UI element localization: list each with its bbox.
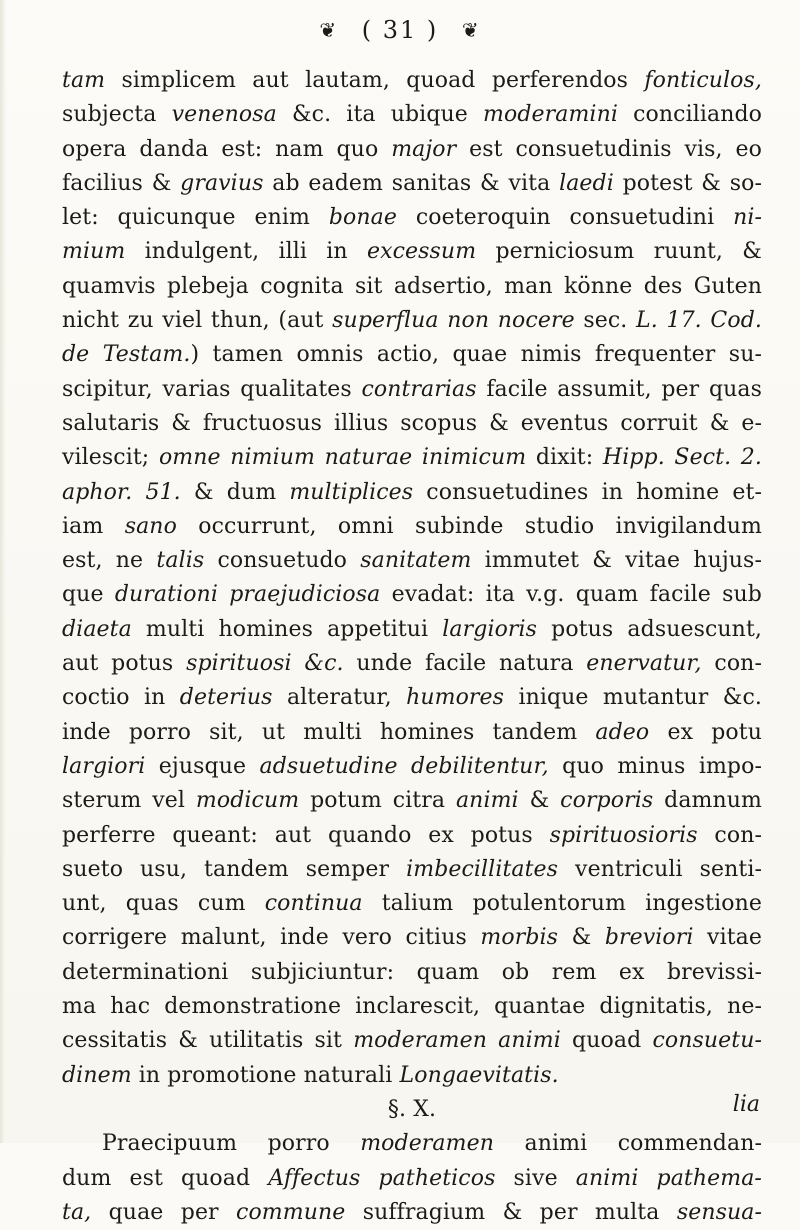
text-run: ventriculi senti- xyxy=(558,856,762,882)
text-line xyxy=(62,853,762,887)
italic-run: ni- xyxy=(733,205,763,231)
italic-run: dinem xyxy=(62,1062,132,1088)
text-run: quamvis plebeja cognita sit adsertio, man könne des Guten xyxy=(62,273,762,299)
right-ornament-icon: ❦ xyxy=(461,17,481,42)
text-run: simplicem aut lautam, quoad perferendos xyxy=(105,68,645,93)
text-run: determinationi subjiciuntur: quam ob rem ex brevissi- xyxy=(62,959,762,985)
text-line xyxy=(62,373,762,407)
italic-run: deterius xyxy=(179,685,273,711)
text-line xyxy=(62,1162,762,1196)
text-run: facilius & xyxy=(62,170,181,196)
text-run: multi homines appetitui xyxy=(131,616,443,642)
italic-run: tam xyxy=(62,68,106,93)
text-run: sec. xyxy=(574,308,637,334)
text-run: occurrunt, omni subinde studio invigilandum xyxy=(176,513,762,539)
text-run: & xyxy=(558,925,605,951)
text-line xyxy=(62,716,762,750)
italic-run: sanitatem xyxy=(360,548,472,574)
page-edge-shadow xyxy=(0,0,6,1143)
italic-run: enervatur, xyxy=(586,651,702,677)
text-run: let: quicunque enim xyxy=(62,205,329,231)
italic-run: Hipp. Sect. 2. xyxy=(602,445,762,471)
italic-run: animi pathema- xyxy=(575,1165,762,1191)
text-run: damnum xyxy=(653,788,763,814)
text-line xyxy=(62,1059,762,1093)
text-run: indulgent, illi in xyxy=(125,239,367,265)
text-run: con- xyxy=(701,651,762,677)
italic-run: spirituosioris xyxy=(549,822,698,848)
text-run: talium potulentorum ingestione xyxy=(362,891,762,917)
text-run: dixit: xyxy=(526,445,603,471)
text-line xyxy=(62,304,762,338)
text-run: facile assumit, per quas xyxy=(476,376,762,402)
page-number: ( 31 ) xyxy=(361,15,439,44)
text-run: vitae xyxy=(693,925,763,951)
text-line xyxy=(62,167,762,201)
italic-run: spirituosi &c. xyxy=(186,651,344,677)
left-ornament-icon: ❦ xyxy=(319,17,339,42)
text-run: potum citra xyxy=(299,788,456,814)
text-line xyxy=(62,990,762,1024)
text-line xyxy=(62,201,762,235)
text-run: cessitatis & utilitatis sit xyxy=(62,1028,354,1054)
text-line xyxy=(62,921,762,955)
italic-run: largioris xyxy=(442,616,538,642)
italic-run: omne nimium naturae inimicum xyxy=(158,445,527,471)
italic-run: diaeta xyxy=(62,616,132,642)
italic-run: aphor. 51. xyxy=(62,479,181,505)
italic-run: venenosa xyxy=(171,102,277,128)
text-line xyxy=(62,784,762,818)
italic-run: durationi praejudiciosa xyxy=(114,582,381,608)
italic-run: modicum xyxy=(195,788,300,814)
text-run: con- xyxy=(697,822,762,848)
text-run: ex potu xyxy=(649,719,762,745)
italic-run: adeo xyxy=(595,719,650,745)
running-head xyxy=(0,14,800,44)
italic-run: ta, xyxy=(62,1199,92,1225)
text-run: quae per xyxy=(91,1199,237,1225)
text-line xyxy=(62,681,762,715)
text-run: unde facile natura xyxy=(343,651,587,677)
italic-run: breviori xyxy=(604,925,694,951)
text-line xyxy=(62,270,762,304)
italic-run: moderamen xyxy=(360,1131,494,1157)
text-line xyxy=(62,1024,762,1058)
text-run: est consuetudinis vis, eo xyxy=(456,136,762,162)
text-run: & dum xyxy=(180,479,290,505)
text-run: alteratur, xyxy=(272,685,407,711)
italic-run: consuetu- xyxy=(652,1028,762,1054)
italic-run: bonae xyxy=(328,205,397,231)
italic-run: moderamen animi xyxy=(353,1028,561,1054)
text-run: coctio in xyxy=(62,685,180,711)
text-line xyxy=(62,544,762,578)
catchword: lia xyxy=(732,1092,760,1117)
text-run: & xyxy=(518,788,561,814)
text-run: sterum vel xyxy=(62,788,196,814)
text-run: subjecta xyxy=(62,102,172,128)
text-run: animi commendan- xyxy=(494,1131,762,1157)
italic-run: sano xyxy=(124,513,177,539)
text-run: Praecipuum porro xyxy=(102,1131,361,1157)
italic-run: sensua- xyxy=(676,1199,762,1225)
text-run: potus adsuescunt, xyxy=(537,616,762,642)
italic-run: continua xyxy=(264,891,363,917)
text-run: consuetudo xyxy=(204,548,361,574)
text-run: perniciosum ruunt, & xyxy=(476,239,762,265)
text-line xyxy=(62,750,762,784)
text-run: ma hac demonstratione inclarescit, quantae dignitatis, ne- xyxy=(62,994,762,1020)
text-line xyxy=(62,133,762,167)
text-line xyxy=(62,338,762,372)
text-line xyxy=(62,647,762,681)
italic-run: Affectus patheticos xyxy=(268,1165,496,1191)
text-line xyxy=(62,510,762,544)
text-run: in promotione naturali xyxy=(131,1062,400,1088)
italic-run: talis xyxy=(156,548,205,574)
text-line xyxy=(62,1127,762,1161)
italic-run: mium xyxy=(62,239,126,265)
text-run: salutaris & fructuosus illius scopus & eventus corruit & e- xyxy=(62,410,762,436)
text-run: opera danda est: nam quo xyxy=(62,136,392,162)
text-line xyxy=(62,956,762,990)
text-run: sive xyxy=(495,1165,576,1191)
italic-run: corporis xyxy=(560,788,654,814)
italic-run: major xyxy=(391,136,457,162)
italic-run: commune xyxy=(236,1199,346,1225)
text-run: immutet & vitae hujus- xyxy=(471,548,762,574)
italic-run: L. 17. Cod. xyxy=(636,308,762,334)
italic-run: morbis xyxy=(480,925,559,951)
text-run: suffragium & per multa xyxy=(345,1199,677,1225)
text-run: nicht zu viel thun, (aut xyxy=(62,308,333,334)
text-line xyxy=(62,1196,762,1230)
italic-run: superflua non nocere xyxy=(332,308,575,334)
text-run: coeteroquin consuetudini xyxy=(397,205,734,231)
text-run: inde porro sit, ut multi homines tandem xyxy=(62,719,596,745)
text-run: que xyxy=(62,582,115,608)
italic-run: adsuetudine debilitentur, xyxy=(259,753,549,779)
text-run: ab eadem sanitas & vita xyxy=(263,170,560,196)
text-run: evadat: ita v.g. quam facile sub xyxy=(380,582,762,608)
italic-run: multiplices xyxy=(289,479,414,505)
text-run: ) tamen omnis actio, quae nimis frequenter su- xyxy=(190,342,762,368)
italic-run: excessum xyxy=(366,239,477,265)
italic-run: gravius xyxy=(180,170,264,196)
text-line xyxy=(62,578,762,612)
text-line xyxy=(62,819,762,853)
text-line xyxy=(62,476,762,510)
italic-run: largiori xyxy=(62,753,146,779)
text-line xyxy=(62,613,762,647)
text-line xyxy=(62,64,762,98)
text-line xyxy=(62,441,762,475)
text-run: dum est quoad xyxy=(62,1165,269,1191)
text-run: unt, quas cum xyxy=(62,891,265,917)
italic-run: animi xyxy=(455,788,519,814)
text-run: vilescit; xyxy=(62,445,159,471)
text-line xyxy=(62,407,762,441)
text-run: consuetudines in homine et- xyxy=(413,479,762,505)
text-run: iam xyxy=(62,513,125,539)
italic-run: humores xyxy=(406,685,505,711)
italic-run: fonticulos, xyxy=(644,68,762,93)
text-run: corrigere malunt, inde vero citius xyxy=(62,925,481,951)
text-run: ejusque xyxy=(145,753,260,779)
text-run: sueto usu, tandem semper xyxy=(62,856,407,882)
text-run: conciliando xyxy=(617,102,762,128)
text-line xyxy=(62,98,762,132)
italic-run: Longaevitatis. xyxy=(399,1062,559,1088)
text-run: inique mutantur &c. xyxy=(504,685,762,711)
text-run: perferre queant: aut quando ex potus xyxy=(62,822,550,848)
section-heading: §. X. xyxy=(387,1096,437,1122)
text-run: quo minus impo- xyxy=(548,753,762,779)
italic-run: imbecillitates xyxy=(406,856,559,882)
italic-run: laedi xyxy=(559,170,614,196)
text-run: scipitur, varias qualitates xyxy=(62,376,362,402)
text-run: potest & so- xyxy=(613,170,762,196)
body-text xyxy=(62,64,762,1230)
text-line xyxy=(62,887,762,921)
text-run: est, ne xyxy=(62,548,157,574)
text-run: quoad xyxy=(560,1028,653,1054)
italic-run: moderamini xyxy=(483,102,618,128)
italic-run: contrarias xyxy=(361,376,477,402)
text-run: aut potus xyxy=(62,651,187,677)
text-run: &c. ita ubique xyxy=(276,102,484,128)
text-line xyxy=(62,235,762,269)
italic-run: de Testam. xyxy=(62,342,191,368)
